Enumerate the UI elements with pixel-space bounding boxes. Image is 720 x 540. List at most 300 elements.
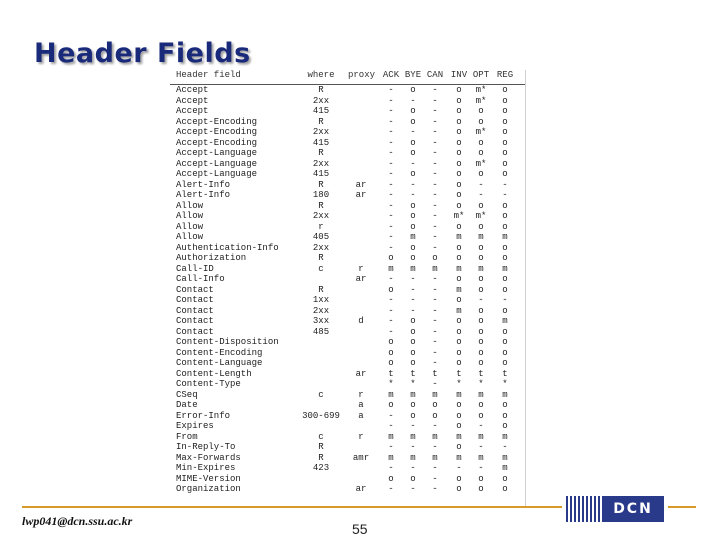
cell-can: - <box>432 158 438 169</box>
cell-proxy: ar <box>355 368 367 379</box>
cell-where: 2xx <box>312 242 330 253</box>
cell-ack: - <box>388 85 394 95</box>
cell-opt: o <box>478 326 484 337</box>
cell-ack: - <box>388 410 394 421</box>
cell-inv: o <box>456 295 462 305</box>
table-row <box>170 190 525 201</box>
cell-inv: o <box>456 200 462 211</box>
cell-bye: m <box>410 263 416 274</box>
cell-inv: o <box>456 190 462 200</box>
cell-header-field: Accept-Encoding <box>176 127 258 137</box>
cell-reg: o <box>502 326 508 337</box>
cell-reg: o <box>502 95 508 106</box>
column-header-proxy: proxy <box>348 70 376 80</box>
cell-can: m <box>432 263 438 274</box>
cell-where: 2xx <box>312 127 330 137</box>
cell-header-field: Accept-Encoding <box>176 137 258 148</box>
table-row <box>170 348 525 359</box>
cell-reg: o <box>502 358 508 368</box>
cell-ack: - <box>388 179 394 190</box>
cell-reg: o <box>502 242 508 253</box>
cell-inv: o <box>456 179 462 190</box>
cell-opt: o <box>478 200 484 211</box>
cell-ack: - <box>388 295 394 305</box>
cell-opt: o <box>478 106 484 116</box>
cell-can: t <box>432 368 438 379</box>
cell-where: 1xx <box>312 295 330 305</box>
cell-reg: o <box>502 116 508 127</box>
cell-bye: - <box>410 95 416 106</box>
cell-inv: o <box>456 326 462 337</box>
cell-ack: - <box>388 148 394 158</box>
footer-divider-left <box>22 506 562 508</box>
cell-ack: m <box>388 263 394 274</box>
cell-reg: o <box>502 305 508 316</box>
cell-reg: o <box>502 410 508 421</box>
cell-inv: m <box>456 284 462 295</box>
cell-opt: o <box>478 473 484 484</box>
cell-opt: o <box>478 253 484 263</box>
cell-reg: o <box>502 106 508 116</box>
cell-header-field: CSeq <box>176 389 198 400</box>
cell-header-field: Expires <box>176 421 214 431</box>
cell-bye: - <box>410 484 416 494</box>
cell-inv: m <box>456 263 462 274</box>
cell-ack: o <box>388 400 394 410</box>
cell-can: m <box>432 452 438 463</box>
cell-can: - <box>432 473 438 484</box>
cell-inv: m <box>456 305 462 316</box>
cell-inv: m <box>456 232 462 242</box>
cell-ack: - <box>388 200 394 211</box>
cell-ack: - <box>388 442 394 452</box>
cell-can: o <box>432 410 438 421</box>
table-row <box>170 474 525 485</box>
table-body <box>170 85 525 495</box>
table-row <box>170 117 525 128</box>
cell-can: - <box>432 284 438 295</box>
cell-bye: o <box>410 221 416 232</box>
cell-where: 415 <box>312 169 330 179</box>
cell-bye: - <box>410 305 416 316</box>
cell-ack: m <box>388 431 394 442</box>
cell-bye: m <box>410 431 416 442</box>
table-row <box>170 232 525 243</box>
table-row <box>170 316 525 327</box>
cell-reg: o <box>502 337 508 347</box>
cell-reg: t <box>502 368 508 379</box>
cell-where: R <box>318 452 324 463</box>
cell-reg: o <box>502 274 508 284</box>
cell-bye: o <box>410 148 416 158</box>
cell-reg: - <box>502 295 508 305</box>
cell-can: - <box>432 200 438 211</box>
cell-where: R <box>318 284 324 295</box>
cell-ack: - <box>388 169 394 179</box>
cell-reg: o <box>502 127 508 137</box>
cell-proxy: d <box>358 316 364 326</box>
cell-where: 405 <box>312 232 330 242</box>
cell-inv: o <box>456 347 462 358</box>
cell-bye: o <box>410 253 416 263</box>
cell-can: - <box>432 242 438 253</box>
table-row <box>170 274 525 285</box>
cell-ack: - <box>388 305 394 316</box>
cell-where: 2xx <box>312 211 330 221</box>
table-row <box>170 411 525 422</box>
column-header-opt: OPT <box>472 70 490 80</box>
cell-opt: m <box>478 232 484 242</box>
cell-bye: m <box>410 232 416 242</box>
cell-can: - <box>432 337 438 347</box>
cell-header-field: Content-Encoding <box>176 347 263 358</box>
table-row <box>170 285 525 296</box>
cell-bye: o <box>410 211 416 221</box>
cell-ack: - <box>388 190 394 200</box>
cell-opt: o <box>478 169 484 179</box>
cell-opt: o <box>478 347 484 358</box>
cell-opt: - <box>478 295 484 305</box>
cell-reg: m <box>502 263 508 274</box>
cell-ack: m <box>388 389 394 400</box>
cell-can: - <box>432 484 438 494</box>
cell-can: - <box>432 421 438 431</box>
cell-where: r <box>318 221 324 232</box>
cell-bye: o <box>410 316 416 326</box>
cell-opt: o <box>478 116 484 127</box>
cell-where: 2xx <box>312 305 330 316</box>
column-header-reg: REG <box>496 70 514 80</box>
table-row <box>170 369 525 380</box>
table-row <box>170 96 525 107</box>
cell-reg: o <box>502 158 508 169</box>
cell-inv: o <box>456 358 462 368</box>
cell-header-field: Alert-Info <box>176 190 231 200</box>
cell-header-field: Call-Info <box>176 274 225 284</box>
cell-inv: m <box>456 431 462 442</box>
cell-header-field: Error-Info <box>176 410 231 421</box>
cell-where: R <box>318 148 324 158</box>
cell-inv: o <box>456 442 462 452</box>
cell-ack: t <box>388 368 394 379</box>
cell-bye: o <box>410 200 416 211</box>
cell-header-field: Authorization <box>176 253 247 263</box>
cell-header-field: From <box>176 431 198 442</box>
logo-bars-icon <box>566 496 600 522</box>
cell-bye: o <box>410 473 416 484</box>
table-row <box>170 421 525 432</box>
cell-can: - <box>432 463 438 473</box>
cell-opt: t <box>478 368 484 379</box>
cell-where: 485 <box>312 326 330 337</box>
cell-ack: o <box>388 253 394 263</box>
cell-inv: o <box>456 316 462 326</box>
cell-where: 180 <box>312 190 330 200</box>
table-row <box>170 400 525 411</box>
cell-ack: - <box>388 221 394 232</box>
cell-header-field: Allow <box>176 221 204 232</box>
cell-reg: o <box>502 200 508 211</box>
cell-ack: * <box>388 379 394 389</box>
cell-reg: o <box>502 85 508 95</box>
cell-proxy: a <box>358 410 364 421</box>
cell-opt: o <box>478 410 484 421</box>
table-row <box>170 337 525 348</box>
cell-header-field: Content-Language <box>176 358 263 368</box>
cell-opt: o <box>478 337 484 347</box>
cell-inv: o <box>456 158 462 169</box>
cell-inv: o <box>456 169 462 179</box>
cell-inv: o <box>456 95 462 106</box>
table-row <box>170 85 525 96</box>
cell-can: o <box>432 253 438 263</box>
cell-header-field: Content-Disposition <box>176 337 279 347</box>
cell-inv: m <box>456 452 462 463</box>
author-email: lwp041@dcn.ssu.ac.kr <box>22 514 133 528</box>
cell-ack: - <box>388 421 394 431</box>
cell-where: R <box>318 179 324 190</box>
cell-header-field: Contact <box>176 316 214 326</box>
cell-header-field: Organization <box>176 484 241 494</box>
column-header-where: where <box>307 70 335 80</box>
table-row <box>170 106 525 117</box>
cell-header-field: Contact <box>176 295 214 305</box>
table-row <box>170 127 525 138</box>
cell-where: 2xx <box>312 158 330 169</box>
cell-bye: o <box>410 106 416 116</box>
cell-header-field: Alert-Info <box>176 179 231 190</box>
cell-reg: o <box>502 137 508 148</box>
cell-can: - <box>432 179 438 190</box>
cell-inv: o <box>456 473 462 484</box>
table-row <box>170 253 525 264</box>
cell-can: o <box>432 400 438 410</box>
cell-header-field: Accept <box>176 95 209 106</box>
table-row <box>170 222 525 233</box>
table-row <box>170 138 525 149</box>
dcn-logo <box>566 496 664 522</box>
table-header-row <box>170 70 525 85</box>
cell-reg: m <box>502 389 508 400</box>
table-row <box>170 211 525 222</box>
cell-can: - <box>432 127 438 137</box>
cell-opt: * <box>478 379 484 389</box>
cell-can: - <box>432 148 438 158</box>
cell-reg: o <box>502 221 508 232</box>
cell-ack: - <box>388 274 394 284</box>
cell-bye: o <box>410 358 416 368</box>
table-row <box>170 201 525 212</box>
cell-reg: o <box>502 148 508 158</box>
cell-can: - <box>432 326 438 337</box>
cell-opt: o <box>478 148 484 158</box>
cell-opt: o <box>478 316 484 326</box>
cell-opt: m <box>478 431 484 442</box>
cell-bye: - <box>410 421 416 431</box>
cell-ack: - <box>388 116 394 127</box>
cell-opt: m <box>478 452 484 463</box>
cell-reg: m <box>502 452 508 463</box>
cell-where: c <box>318 431 324 442</box>
cell-reg: m <box>502 431 508 442</box>
cell-can: - <box>432 85 438 95</box>
cell-ack: - <box>388 326 394 337</box>
cell-where: 423 <box>312 463 330 473</box>
cell-reg: o <box>502 347 508 358</box>
cell-bye: - <box>410 190 416 200</box>
cell-where: R <box>318 442 324 452</box>
cell-header-field: Allow <box>176 232 204 242</box>
cell-where: c <box>318 263 324 274</box>
cell-reg: m <box>502 316 508 326</box>
slide-title: Header Fields <box>34 38 251 69</box>
cell-opt: - <box>478 179 484 190</box>
table-row <box>170 390 525 401</box>
cell-opt: m* <box>475 95 487 106</box>
cell-where: 2xx <box>312 95 330 106</box>
cell-ack: - <box>388 137 394 148</box>
cell-bye: o <box>410 337 416 347</box>
cell-bye: - <box>410 127 416 137</box>
cell-ack: - <box>388 242 394 253</box>
cell-can: - <box>432 358 438 368</box>
cell-header-field: Contact <box>176 284 214 295</box>
cell-can: - <box>432 137 438 148</box>
cell-inv: o <box>456 274 462 284</box>
cell-inv: o <box>456 337 462 347</box>
cell-bye: o <box>410 326 416 337</box>
cell-reg: m <box>502 232 508 242</box>
cell-reg: o <box>502 211 508 221</box>
cell-opt: - <box>478 190 484 200</box>
cell-can: - <box>432 95 438 106</box>
cell-ack: - <box>388 232 394 242</box>
cell-can: - <box>432 305 438 316</box>
cell-inv: - <box>456 463 462 473</box>
cell-reg: * <box>502 379 508 389</box>
cell-inv: o <box>456 400 462 410</box>
cell-proxy: r <box>358 263 364 274</box>
table-row <box>170 295 525 306</box>
cell-inv: o <box>456 410 462 421</box>
column-header-bye: BYE <box>404 70 422 80</box>
table-row <box>170 169 525 180</box>
cell-opt: o <box>478 242 484 253</box>
cell-opt: m <box>478 263 484 274</box>
cell-where: R <box>318 200 324 211</box>
cell-reg: o <box>502 284 508 295</box>
cell-proxy: r <box>358 389 364 400</box>
cell-header-field: Min-Expires <box>176 463 236 473</box>
cell-header-field: Allow <box>176 211 204 221</box>
cell-header-field: MIME-Version <box>176 473 241 484</box>
cell-opt: - <box>478 442 484 452</box>
cell-reg: o <box>502 484 508 494</box>
cell-bye: o <box>410 137 416 148</box>
cell-bye: o <box>410 347 416 358</box>
logo-text: DCN <box>602 496 664 522</box>
cell-opt: - <box>478 463 484 473</box>
cell-reg: - <box>502 442 508 452</box>
cell-where: 415 <box>312 137 330 148</box>
cell-ack: - <box>388 316 394 326</box>
table-row <box>170 432 525 443</box>
cell-inv: t <box>456 368 462 379</box>
cell-can: - <box>432 295 438 305</box>
cell-bye: - <box>410 274 416 284</box>
cell-header-field: Contact <box>176 326 214 337</box>
cell-opt: o <box>478 221 484 232</box>
cell-bye: - <box>410 442 416 452</box>
cell-can: - <box>432 190 438 200</box>
column-header-can: CAN <box>426 70 444 80</box>
cell-proxy: r <box>358 431 364 442</box>
cell-bye: - <box>410 158 416 169</box>
cell-can: - <box>432 211 438 221</box>
footer-divider-right <box>668 506 696 508</box>
cell-header-field: Max-Forwards <box>176 452 241 463</box>
cell-proxy: ar <box>355 190 367 200</box>
cell-ack: o <box>388 358 394 368</box>
cell-header-field: Accept-Language <box>176 158 258 169</box>
cell-ack: - <box>388 463 394 473</box>
cell-header-field: Accept <box>176 106 209 116</box>
column-header-inv: INV <box>450 70 468 80</box>
cell-inv: o <box>456 116 462 127</box>
cell-ack: - <box>388 158 394 169</box>
cell-inv: o <box>456 106 462 116</box>
cell-bye: - <box>410 463 416 473</box>
cell-header-field: Content-Length <box>176 368 252 379</box>
cell-ack: m <box>388 452 394 463</box>
cell-proxy: ar <box>355 274 367 284</box>
cell-bye: o <box>410 169 416 179</box>
cell-header-field: Accept-Language <box>176 148 258 158</box>
cell-header-field: Allow <box>176 200 204 211</box>
cell-can: - <box>432 169 438 179</box>
cell-inv: o <box>456 127 462 137</box>
cell-where: R <box>318 253 324 263</box>
header-fields-table <box>170 70 526 508</box>
cell-bye: * <box>410 379 416 389</box>
cell-header-field: Accept <box>176 85 209 95</box>
cell-ack: - <box>388 95 394 106</box>
cell-bye: o <box>410 85 416 95</box>
cell-header-field: Authentication-Info <box>176 242 279 253</box>
cell-ack: o <box>388 473 394 484</box>
table-row <box>170 159 525 170</box>
cell-opt: m* <box>475 85 487 95</box>
cell-bye: t <box>410 368 416 379</box>
page-number: 55 <box>352 521 368 537</box>
cell-proxy: amr <box>352 452 370 463</box>
cell-proxy: ar <box>355 484 367 494</box>
cell-reg: - <box>502 190 508 200</box>
cell-header-field: Contact <box>176 305 214 316</box>
column-header-ack: ACK <box>382 70 400 80</box>
cell-inv: m <box>456 389 462 400</box>
cell-opt: o <box>478 400 484 410</box>
cell-inv: * <box>456 379 462 389</box>
cell-can: - <box>432 116 438 127</box>
cell-proxy: a <box>358 400 364 410</box>
cell-can: - <box>432 442 438 452</box>
cell-can: - <box>432 232 438 242</box>
table-row <box>170 453 525 464</box>
cell-ack: - <box>388 106 394 116</box>
cell-inv: o <box>456 137 462 148</box>
cell-inv: o <box>456 221 462 232</box>
